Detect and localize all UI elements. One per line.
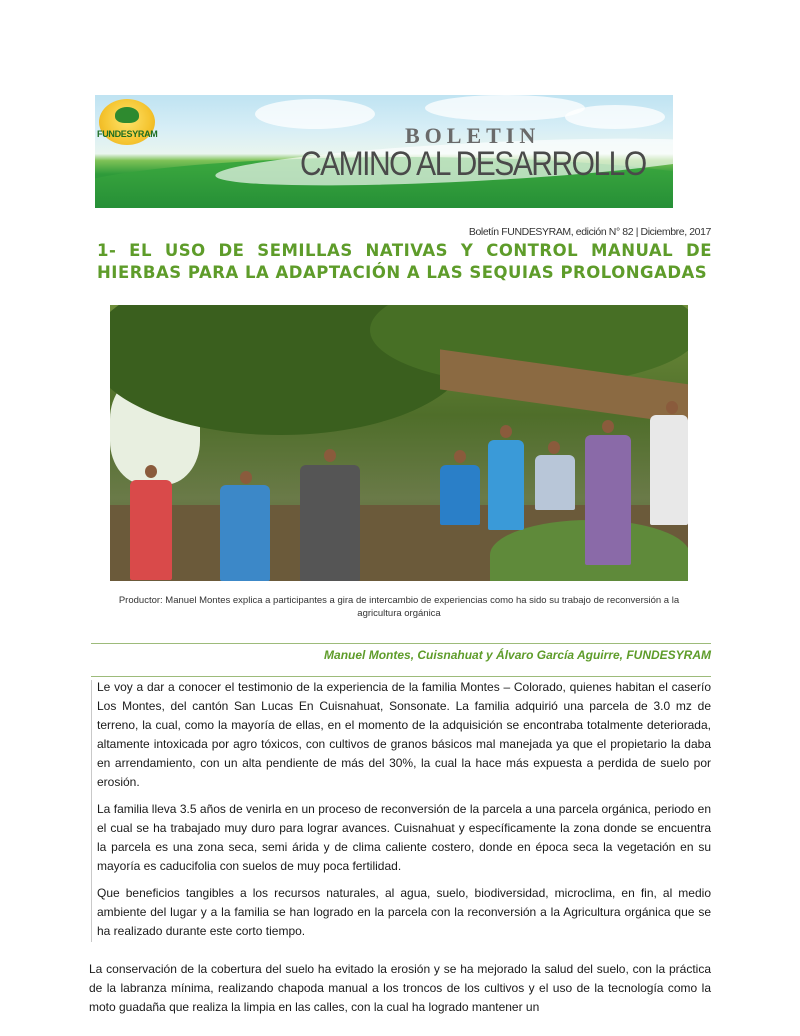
article-author: Manuel Montes, Cuisnahuat y Álvaro García Aguirre, FUNDESYRAM bbox=[324, 648, 711, 662]
divider-top bbox=[91, 643, 711, 644]
logo-text: FUNDESYRAM bbox=[97, 129, 158, 139]
photo-person bbox=[488, 440, 524, 530]
photo-person-head bbox=[240, 471, 252, 484]
photo-person-head bbox=[602, 420, 614, 433]
banner-title-boletin: BOLETIN bbox=[405, 123, 541, 148]
photo-person-head bbox=[324, 449, 336, 462]
photo-person bbox=[535, 455, 575, 510]
cloud-decoration bbox=[255, 99, 375, 129]
paragraph: Le voy a dar a conocer el testimonio de la experiencia de la familia Montes – Colorado, quienes habitan el caserío Los Montes, del cantón San Lucas En Cuisnahuat, Sonsonate. La familia adquirió una parcela de 3.0 mz de terreno, la cual, como la mayoría de ellas, en el momento de la adquisición se encontraba totalmente deteriorada, altamente intoxicada por agro tóxicos, con cultivos de granos básicos mal manejada ya que el propietario la daba en arrendamiento, con un alta pendiente de más del 30%, la cual la hace más expuesta a perdida de suelo por erosión. bbox=[97, 680, 711, 789]
edition-info: Boletín FUNDESYRAM, edición N° 82 | Diciembre, 2017 bbox=[468, 226, 711, 238]
photo-person bbox=[440, 465, 480, 525]
fundesyram-logo bbox=[95, 95, 159, 151]
banner-title-camino: CAMINO AL DESARROLLO bbox=[300, 145, 646, 183]
continued-paragraph: La conservación de la cobertura del suelo ha evitado la erosión y se ha mejorado la salud del suelo, con la práctica de la labranza mínima, realizando chapoda manual a los troncos de los cultivos y el uso de la tecnología como la moto guadaña que realiza la limpia en las calles, con la cual ha logrado mantener un bbox=[89, 962, 711, 1014]
photo-person-head bbox=[548, 441, 560, 454]
newsletter-banner bbox=[95, 95, 673, 208]
photo-person-head bbox=[145, 465, 157, 478]
article-photo bbox=[110, 305, 688, 581]
photo-person-head bbox=[666, 401, 678, 414]
cloud-decoration bbox=[565, 105, 665, 129]
logo-leaf-icon bbox=[115, 107, 139, 123]
photo-person-head bbox=[500, 425, 512, 438]
text-box-border bbox=[91, 680, 92, 942]
paragraph: Que beneficios tangibles a los recursos naturales, al agua, suelo, biodiversidad, microclima, en fin, al medio ambiente del lugar y a la familia se han logrado en la parcela con la reconversión a la Agricultura orgánica que se ha realizado durante este corto tiempo. bbox=[97, 886, 711, 938]
photo-person bbox=[130, 480, 172, 580]
divider-bottom bbox=[91, 676, 711, 677]
paragraph: La familia lleva 3.5 años de venirla en un proceso de reconversión de la parcela a una parcela orgánica, periodo en el cual se ha trabajado muy duro para lograr avances. Cuisnahuat y específicamente la zona donde se encuentra la parcela es una zona seca, semi árida y de clima caliente costero, donde en época seca la vegetación en su mayoría es caducifolia con suelos de muy poca fertilidad. bbox=[97, 802, 711, 873]
cloud-decoration bbox=[425, 95, 585, 121]
photo-person bbox=[650, 415, 688, 525]
photo-caption: Productor: Manuel Montes explica a participantes a gira de intercambio de experiencias como ha sido su trabajo de reconversión a la agricultura orgánica bbox=[118, 595, 680, 619]
photo-person-head bbox=[454, 450, 466, 463]
article-headline: 1- EL USO DE SEMILLAS NATIVAS Y CONTROL MANUAL DE HIERBAS PARA LA ADAPTACIÓN A LAS SEQUIAS PROLONGADAS bbox=[97, 241, 712, 282]
photo-person bbox=[300, 465, 360, 581]
photo-person bbox=[585, 435, 631, 565]
photo-person bbox=[220, 485, 270, 581]
article-body bbox=[97, 678, 711, 949]
